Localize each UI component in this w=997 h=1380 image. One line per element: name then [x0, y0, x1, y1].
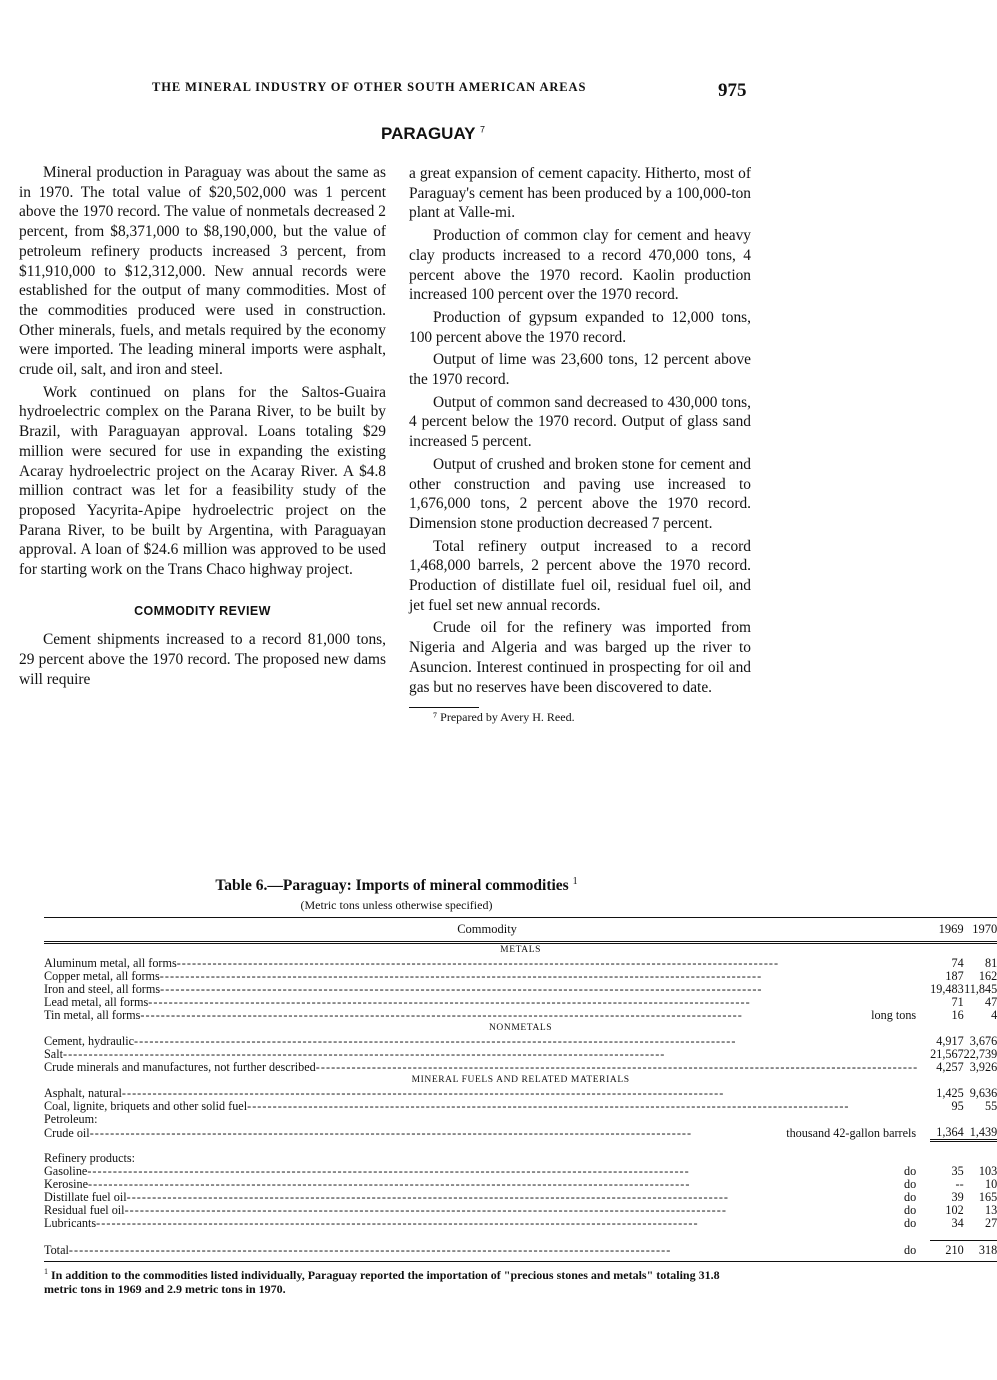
leader-line — [44, 1009, 930, 1022]
value-1970: 165 — [978, 1190, 997, 1205]
header-1969: 1969 — [930, 918, 964, 943]
separator-cell — [930, 1141, 964, 1153]
commodity-review-heading: COMMODITY REVIEW — [134, 603, 271, 618]
unit-label: do — [903, 1203, 917, 1218]
right-paragraph-8: Crude oil for the refinery was imported from Nigeria and Algeria and was barged up the river to Asuncion. Interest continued in prospecting for oil and gas but no reserves have been discovered to date. — [409, 619, 751, 696]
dot-leader — [316, 1061, 916, 1074]
value-1970: 55 — [985, 1099, 997, 1114]
separator-cell — [44, 1257, 930, 1262]
unit-spacer — [916, 1061, 930, 1074]
table-subheading-row — [44, 1113, 997, 1126]
page-number: 975 — [718, 80, 747, 101]
value-1969: 35 — [951, 1164, 964, 1179]
table-body — [44, 943, 997, 1262]
table-row — [44, 1217, 997, 1230]
running-title: THE MINERAL INDUSTRY OF OTHER SOUTH AMERICAN AREAS — [152, 80, 587, 94]
separator-cell — [44, 1141, 930, 1153]
author-footnote: ⁷ Prepared by Avery H. Reed. — [433, 710, 575, 725]
left-column — [19, 163, 386, 693]
value-1970: 3,926 — [969, 1060, 997, 1075]
value-1970: 47 — [985, 995, 997, 1010]
unit-label: do — [903, 1242, 917, 1257]
value-1969: 71 — [951, 995, 964, 1010]
right-paragraph-2: Production of common clay for cement and heavy clay products increased to a record 470,000 tons, 4 percent above the 1970 record. Kaolin production increased 100 percent over the 1970 record. — [409, 227, 751, 304]
separator-cell — [964, 1257, 997, 1262]
value-1969: 1,364 — [936, 1125, 964, 1140]
commodity-label: Crude oil — [44, 1125, 90, 1140]
value-1970: 162 — [978, 969, 997, 984]
right-paragraph-4: Output of lime was 23,600 tons, 12 percent above the 1970 record. — [409, 351, 751, 389]
separator-cell — [44, 1230, 930, 1241]
leader-line — [44, 1127, 930, 1140]
commodity-label: Distillate fuel oil — [44, 1190, 127, 1205]
dot-leader — [90, 1127, 786, 1140]
commodity-label: Total — [44, 1242, 69, 1257]
commodity-cell — [44, 1241, 930, 1258]
dot-leader — [96, 1217, 904, 1230]
leader-line — [44, 1217, 930, 1230]
separator-cell — [930, 1257, 964, 1262]
value-1970: 318 — [964, 1241, 997, 1258]
unit-label: do — [903, 1164, 917, 1179]
unit-label: do — [903, 1190, 917, 1205]
unit-spacer — [916, 1048, 930, 1061]
commodity-label: Kerosine — [44, 1177, 88, 1192]
group-heading-row — [44, 943, 997, 958]
right-paragraph-6: Output of crushed and broken stone for cement and other construction and paving use increased to 1,676,000 tons, 2 percent above the 1970 record. Dimension stone production decreased 7 percent. — [409, 455, 751, 532]
value-1969: 1,425 — [936, 1086, 964, 1101]
value-1969: 74 — [951, 956, 964, 971]
group-heading: METALS — [500, 945, 542, 956]
table-row — [44, 1009, 997, 1022]
unit-spacer — [916, 957, 930, 970]
right-column — [409, 164, 751, 727]
value-1969: 21,567 — [930, 1047, 964, 1062]
commodity-label: Cement, hydraulic — [44, 1034, 135, 1049]
table-row — [44, 1061, 997, 1074]
unit-label: do — [903, 1216, 917, 1231]
value-1970: 27 — [985, 1216, 997, 1231]
table-footnote-text: In addition to the commodities listed individually, Paraguay reported the importation of "precious stones and metals" totaling 31.8 metric tons in 1969 and 2.9 metric tons in 1970. — [44, 1268, 720, 1296]
leader-line — [44, 1244, 930, 1257]
value-1969: 39 — [951, 1190, 964, 1205]
unit-spacer — [916, 1100, 930, 1113]
value-1970: 1,439 — [969, 1125, 997, 1140]
value-1969: 34 — [951, 1216, 964, 1231]
commodity-cell — [44, 1100, 930, 1113]
value-1969: 210 — [930, 1241, 964, 1258]
right-paragraph-7: Total refinery output increased to a record 1,468,000 barrels, 2 percent above the 1970 record. Production of distillate fuel oil, residual fuel oil, and jet fuel set new annual records. — [409, 537, 751, 614]
commodity-label: Crude minerals and manufactures, not further described — [44, 1060, 316, 1075]
commodity-label: Lubricants — [44, 1216, 97, 1231]
table-subcaption: (Metric tons unless otherwise specified) — [300, 898, 493, 913]
unit-spacer — [916, 970, 930, 983]
value-1970: 10 — [985, 1177, 997, 1192]
separator-cell — [964, 1141, 997, 1153]
commodity-label: Tin metal, all forms — [44, 1008, 141, 1023]
unit-spacer — [916, 996, 930, 1009]
table-row — [44, 1100, 997, 1113]
value-1969: 4,257 — [936, 1060, 964, 1075]
dot-leader — [140, 1009, 871, 1022]
group-heading: NONMETALS — [488, 1023, 553, 1034]
value-1969: 4,917 — [936, 1034, 964, 1049]
unit-label: long tons — [871, 1008, 917, 1023]
commodity-label: Copper metal, all forms — [44, 969, 160, 984]
dot-leader — [69, 1244, 904, 1257]
value-1970: 22,739 — [963, 1047, 997, 1062]
header-commodity: Commodity — [44, 918, 930, 943]
imports-table-block — [44, 876, 997, 1296]
unit-spacer — [916, 983, 930, 996]
imports-table — [44, 917, 997, 1262]
commodity-label: Asphalt, natural — [44, 1086, 122, 1101]
leader-line — [44, 1100, 930, 1113]
value-1970: 11,845 — [964, 982, 997, 997]
table-row — [44, 1241, 997, 1258]
table-footnote-mark: 1 — [44, 1267, 48, 1277]
dot-leader — [247, 1100, 916, 1113]
separator-cell — [930, 1230, 964, 1241]
section-title — [0, 124, 866, 144]
table-subheading: Refinery products: — [44, 1151, 136, 1166]
right-paragraph-3: Production of gypsum expanded to 12,000 tons, 100 percent above the 1970 record. — [409, 308, 751, 346]
unit-spacer — [916, 1087, 930, 1100]
value-1970: 13 — [985, 1203, 997, 1218]
value-1969: 102 — [945, 1203, 964, 1218]
value-1969: -- — [955, 1177, 964, 1192]
right-paragraph-1: a great expansion of cement capacity. Hitherto, most of Paraguay's cement has been produced by a 100,000-ton plant at Valle-mi. — [409, 165, 751, 222]
commodity-cell — [44, 1217, 930, 1230]
commodity-label: Lead metal, all forms — [44, 995, 149, 1010]
value-1970: 103 — [978, 1164, 997, 1179]
value-1970: 9,636 — [969, 1086, 997, 1101]
section-title-text: PARAGUAY — [381, 124, 476, 143]
unit-label: thousand 42-gallon barrels — [786, 1125, 917, 1140]
commodity-label: Salt — [44, 1047, 63, 1062]
value-1970: 3,676 — [969, 1034, 997, 1049]
commodity-label: Residual fuel oil — [44, 1203, 125, 1218]
commodity-cell — [44, 1009, 930, 1022]
separator-row — [44, 1230, 997, 1241]
table-caption-mark: 1 — [572, 876, 578, 887]
left-paragraph-1: Mineral production in Paraguay was about the same as in 1970. The total value of $20,502,000 was 1 percent above the 1970 record. The value of nonmetals decreased 2 percent, from $8,371,000 to $8,190,000, but the value of petroleum refinery products increased 3 percent, from $11,910,000 to $12,312,000. New annual records were established for the output of many commodities. Most of the commodities produced were used in construction. Other minerals, fuels, and metals required by the economy were imported. The leading mineral imports were asphalt, crude oil, salt, and iron and steel. — [19, 164, 386, 379]
unit-label: do — [903, 1177, 917, 1192]
commodity-label: Coal, lignite, briquets and other solid fuel — [44, 1099, 248, 1114]
leader-line — [44, 1061, 930, 1074]
commodity-label: Iron and steel, all forms — [44, 982, 161, 997]
table-header-row — [44, 918, 997, 943]
value-1970: 4 — [991, 1008, 997, 1023]
table-subheading: Petroleum: — [44, 1112, 98, 1127]
table-caption-text: Table 6.—Paraguay: Imports of mineral commodities — [215, 877, 569, 895]
separator-cell — [964, 1230, 997, 1241]
section-footnote-mark: 7 — [479, 124, 485, 135]
commodity-cell — [44, 1061, 930, 1074]
commodity-label: Gasoline — [44, 1164, 88, 1179]
value-1969: 95 — [951, 1099, 964, 1114]
table-footnote — [44, 1265, 749, 1296]
right-paragraph-5: Output of common sand decreased to 430,000 tons, 4 percent below the 1970 record. Output of glass sand increased 5 percent. — [409, 393, 751, 451]
value-1969: 187 — [945, 969, 964, 984]
table-row — [44, 1126, 997, 1141]
commodity-label: Aluminum metal, all forms — [44, 956, 177, 971]
left-paragraph-2: Work continued on plans for the Saltos-Guaira hydroelectric complex on the Parana River, to be built by Brazil, with Paraguayan approval. Loans totaling $29 million were secured for use in expanding the existing Acaray hydroelectric project on the Acaray River. A $4.8 million contract was let for a feasibility study of the proposed Yacyrita-Apipe hydroelectric project on the Parana River, to be built by Argentina, with Paraguayan approval. A loan of $24.6 million was approved to be used for starting work on the Trans Chaco highway project. — [19, 383, 386, 579]
table-caption — [44, 876, 749, 895]
left-paragraph-3: Cement shipments increased to a record 81,000 tons, 29 percent above the 1970 record. The proposed new dams will require — [19, 631, 386, 688]
group-heading: MINERAL FUELS AND RELATED MATERIALS — [411, 1075, 630, 1086]
separator-row — [44, 1141, 997, 1153]
value-1969: 16 — [951, 1008, 964, 1023]
value-1969: 19,483 — [930, 982, 964, 997]
separator-row — [44, 1257, 997, 1262]
unit-spacer — [916, 1035, 930, 1048]
footnote-rule — [409, 707, 479, 708]
commodity-cell — [44, 1126, 930, 1141]
header-1970: 1970 — [964, 918, 997, 943]
value-1970: 81 — [985, 956, 997, 971]
